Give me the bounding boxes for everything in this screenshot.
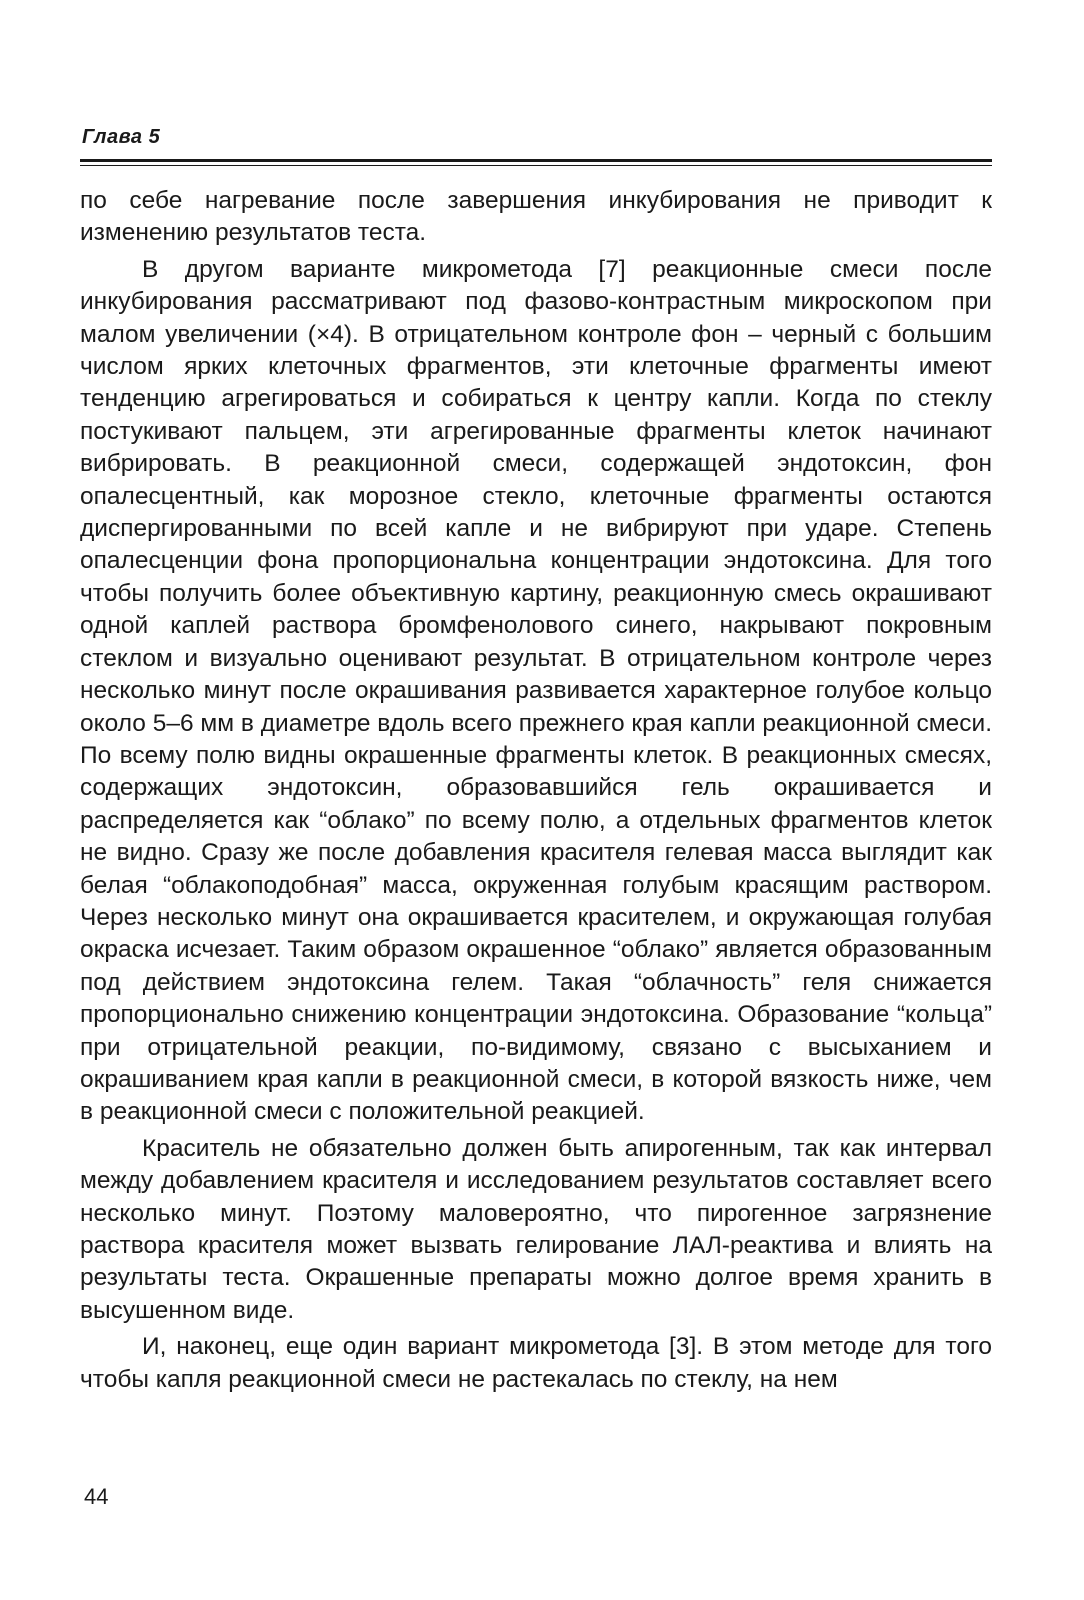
paragraph: И, наконец, еще один вариант микрометода [3]. В этом методе для того чтобы капля реакционной смеси не растекалась по стеклу, на нем <box>80 1333 992 1393</box>
paragraph-continued: по себе нагревание после завершения инкубирования не приводит к изменению результатов теста. <box>80 187 992 247</box>
header-rule-thin <box>80 165 992 166</box>
page-number: 44 <box>84 1484 109 1509</box>
running-head: Глава 5 <box>82 126 161 148</box>
paragraph: Краситель не обязательно должен быть апирогенным, так как интервал между добавлением красителя и исследованием результатов составляет всего несколько минут. Поэтому маловероятно, что пирогенное загрязнение раствора красителя может вызвать гелирование ЛАЛ-реактива и влиять на результаты теста. Окрашенные препараты можно долгое время хранить в высушенном виде. <box>80 1134 992 1324</box>
body-text <box>80 185 992 1396</box>
paragraph: В другом варианте микрометода [7] реакционные смеси после инкубирования рассматривают под фазово-контрастным микроскопом при малом увеличении (×4). В отрицательном контроле фон – черный с большим числом ярких клеточных фрагментов, эти клеточные фрагменты имеют тенденцию агрегироваться и собираться к центру капли. Когда по стеклу постукивают пальцем, эти агрегированные фрагменты клеток начинают вибрировать. В реакционной смеси, содержащей эндотоксин, фон опалесцентный, как морозное стекло, клеточные фрагменты остаются диспергированными по всей капле и не вибрируют при ударе. Степень опалесценции фона пропорциональна концентрации эндотоксина. Для того чтобы получить более объективную картину, реакционную смесь окрашивают одной каплей раствора бромфенолового синего, накрывают покровным стеклом и визуально оценивают результат. В отрицательном контроле через несколько минут после окрашивания развивается характерное голубое кольцо около 5–6 мм в диаметре вдоль всего прежнего края капли реакционной смеси. По всему полю видны окрашенные фрагменты клеток. В реакционных смесях, содержащих эндотоксин, образовавшийся гель окрашивается и распределяется как “облако” по всему полю, а отдельных фрагментов клеток не видно. Сразу же после добавления красителя гелевая масса выглядит как белая “облакоподобная” масса, окруженная голубым красящим раствором. Через несколько минут она окрашивается красителем, и окружающая голубая окраска исчезает. Таким образом окрашенное “облако” является образованным под действием эндотоксина гелем. Такая “облачность” геля снижается пропорционально снижению концентрации эндотоксина. Образование “кольца” при отрицательной реакции, по-видимому, связано с высыханием и окрашиванием края капли в реакционной смеси, в которой вязкость ниже, чем в реакционной смеси с положительной реакцией. <box>80 255 992 1126</box>
header-rule-thick <box>80 159 992 162</box>
